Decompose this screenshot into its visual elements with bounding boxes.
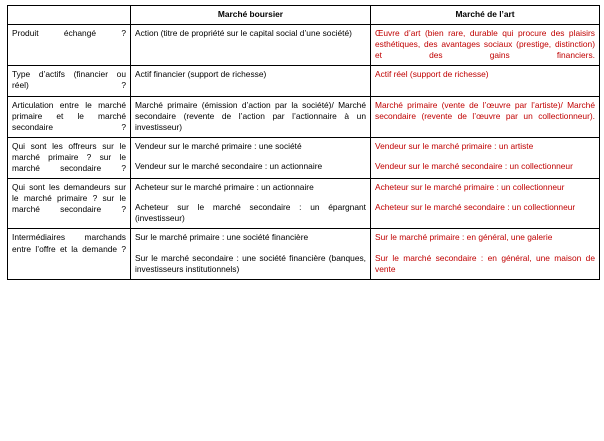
cell-paragraph: Acheteur sur le marché secondaire : un collectionneur bbox=[375, 202, 576, 213]
table-header-row bbox=[8, 6, 600, 25]
row-label-intermediaires: Intermédiaires marchands entre l’offre et la demande ? bbox=[8, 229, 131, 279]
cell-paragraph: Acheteur sur le marché secondaire : un épargnant (investisseur) bbox=[135, 202, 366, 224]
row-label-produit-echange: Produit échangé ? bbox=[8, 25, 131, 66]
cell-paragraph: Acheteur sur le marché primaire : un collectionneur bbox=[375, 182, 565, 193]
cell-boursier-demandeurs bbox=[131, 179, 371, 229]
cell-paragraph: Acheteur sur le marché primaire : un actionnaire bbox=[135, 182, 314, 193]
cell-boursier-type-actifs bbox=[131, 66, 371, 96]
row-label-articulation: Articulation entre le marché primaire et le marché secondaire ? bbox=[8, 96, 131, 137]
cell-paragraph: Actif réel (support de richesse) bbox=[375, 69, 489, 80]
cell-paragraph: Marché primaire (émission d’action par la société)/ Marché secondaire (revente de l’action par l’actionnaire à un investisseur) bbox=[135, 99, 366, 132]
cell-paragraph: Sur le marché primaire : une société financière bbox=[135, 232, 309, 243]
table-row bbox=[8, 96, 600, 137]
table-row bbox=[8, 179, 600, 229]
cell-paragraph: Sur le marché secondaire : en général, une maison de vente bbox=[375, 252, 595, 274]
table-header bbox=[8, 6, 600, 25]
cell-paragraph: Œuvre d’art (bien rare, durable qui procure des plaisirs esthétiques, des avantages sociaux (prestige, distinction) et des gains financiers. bbox=[375, 28, 595, 61]
table-row bbox=[8, 229, 600, 279]
cell-art-demandeurs bbox=[371, 179, 600, 229]
cell-paragraph: Vendeur sur le marché primaire : un artiste bbox=[375, 140, 534, 151]
cell-art-type-actifs bbox=[371, 66, 600, 96]
cell-paragraph: Vendeur sur le marché primaire : une société bbox=[135, 140, 302, 151]
table-row bbox=[8, 66, 600, 96]
cell-art-offreurs bbox=[371, 137, 600, 178]
header-cell-empty bbox=[8, 6, 131, 25]
row-label-type-actifs: Type d’actifs (financier ou réel) ? bbox=[8, 66, 131, 96]
cell-paragraph: Actif financier (support de richesse) bbox=[135, 69, 267, 80]
cell-art-articulation bbox=[371, 96, 600, 137]
cell-paragraph: Marché primaire (vente de l’œuvre par l’artiste)/ Marché secondaire (revente de l’œuvre par un collectionneur). bbox=[375, 99, 595, 121]
table-row bbox=[8, 25, 600, 66]
cell-boursier-intermediaires bbox=[131, 229, 371, 279]
row-label-offreurs: Qui sont les offreurs sur le marché primaire ? sur le marché secondaire ? bbox=[8, 137, 131, 178]
header-cell-marche-boursier: Marché boursier bbox=[131, 6, 371, 25]
cell-paragraph: Vendeur sur le marché secondaire : un actionnaire bbox=[135, 160, 323, 171]
cell-boursier-offreurs bbox=[131, 137, 371, 178]
table-row bbox=[8, 137, 600, 178]
row-label-demandeurs: Qui sont les demandeurs sur le marché primaire ? sur le marché secondaire ? bbox=[8, 179, 131, 229]
document-page bbox=[0, 5, 604, 441]
cell-art-produit bbox=[371, 25, 600, 66]
comparison-table bbox=[7, 5, 600, 280]
cell-boursier-articulation bbox=[131, 96, 371, 137]
cell-paragraph: Action (titre de propriété sur le capital social d’une société) bbox=[135, 28, 352, 39]
cell-paragraph: Sur le marché secondaire : une société financière (banques, investisseurs institutionnels) bbox=[135, 252, 366, 274]
cell-paragraph: Vendeur sur le marché secondaire : un collectionneur bbox=[375, 160, 573, 171]
cell-paragraph: Sur le marché primaire : en général, une galerie bbox=[375, 232, 553, 243]
cell-boursier-produit bbox=[131, 25, 371, 66]
table-body bbox=[8, 25, 600, 280]
cell-art-intermediaires bbox=[371, 229, 600, 279]
header-cell-marche-art: Marché de l’art bbox=[371, 6, 600, 25]
